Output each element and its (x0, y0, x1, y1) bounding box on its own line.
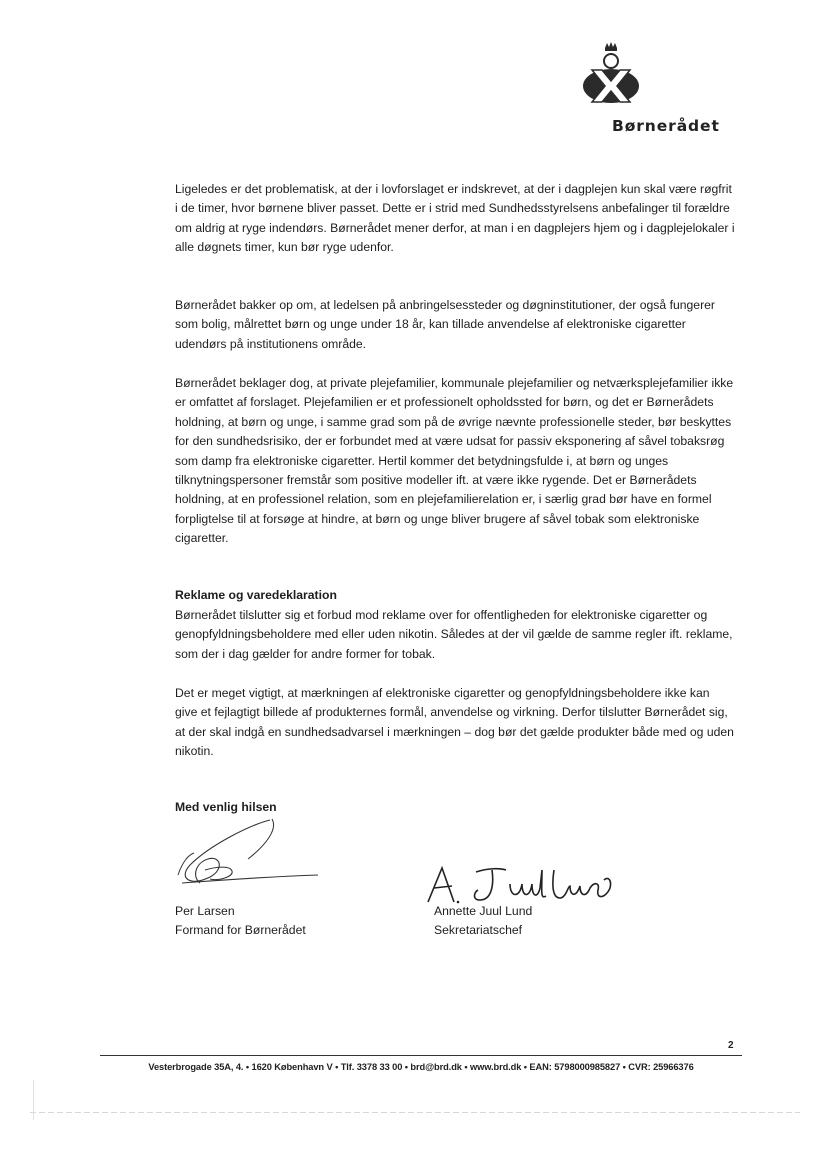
signer-name: Annette Juul Lund (434, 904, 533, 918)
paragraph-maerkning: Det er meget vigtigt, at mærkningen af elektroniske cigaretter og genopfyldningsbeholdere ikke kan give et fejlagtigt billede af produkternes formål, anvendelse og virkning. Derfor tilslutter Børnerådet sig, at der skal indgå en sundhedsadvarsel i mærkningen – dog bør det gælde produkter både med og uden nikotin. (175, 686, 734, 759)
page-number: 2 (728, 1040, 734, 1051)
paragraph-institutioner: Børnerådet bakker op om, at ledelsen på anbringelsessteder og døgninstitutioner, der også fungerer som bolig, målrettet børn og unge under 18 år, kan tillade anvendelse af elektroniske cigaretter udendørs på institutionens område. (175, 298, 715, 351)
signer-title: Formand for Børnerådet (175, 923, 306, 938)
paragraph-plejefamilier: Børnerådet beklager dog, at private plejefamilier, kommunale plejefamilier og netværksplejefamilier ikke er omfattet af forslaget. Plejefamilien er et professionelt opholdssted for børn, og det er Børnerådets holdning, at børn og unge, i samme grad som på de øvrige nævnte professionelle steder, bør beskyttes for den sundhedsrisiko, der er forbundet med at være udsat for passiv eksponering af såvel tobaksrøg som damp fra elektroniske cigaretter. Hertil kommer det betydningsfulde i, at børn og unges tilknytningspersoner fremstår som positive modeller ift. at være ikke rygende. Det er Børnerådets holdning, at en professionel relation, som en plejefamilierelation er, i særlig grad bør have en formel forpligtelse til at forsøge at hindre, at børn og unge bliver brugere af såvel tobak som elektroniske cigaretter. (175, 376, 734, 546)
paragraph-dagpleje: Ligeledes er det problematisk, at der i lovforslaget er indskrevet, at der i dagplejen kun skal være røgfrit i de timer, hvor børnene bliver passet. Dette er i strid med Sundhedsstyrelsens anbefalinger til forældre om aldrig at ryge indendørs. Børnerådet mener derfor, at man i en dagplejers hjem og i dagplejelokaler i alle døgnets timer, kun bør ryge udenfor. (175, 182, 735, 255)
scan-artifact-line (30, 1112, 800, 1113)
signer-title: Sekretariatschef (434, 923, 523, 938)
signer-block-annette-juul-lund (434, 902, 532, 941)
signature-per-larsen (170, 815, 330, 895)
scan-artifact-edge (33, 1080, 34, 1120)
crown-x-emblem-icon (580, 42, 642, 108)
paragraph-reklame: Børnerådet tilslutter sig et forbud mod reklame over for offentligheden for elektroniske cigaretter og genopfyldningsbeholdere med eller uden nikotin. Således at der vil gælde de samme regler ift. reklame, som der i dag gælder for andre former for tobak. (175, 608, 733, 661)
signer-name: Per Larsen (175, 904, 235, 918)
closing-greeting: Med venlig hilsen (175, 800, 277, 814)
section-heading-reklame: Reklame og varedeklaration (175, 588, 337, 602)
footer-divider (100, 1055, 742, 1056)
footer-contact-info: Vesterbrogade 35A, 4. • 1620 København V • Tlf. 3378 33 00 • brd@brd.dk • www.brd.dk • EAN: 5798000985827 • CVR: 25966376 (148, 1062, 694, 1072)
signer-block-per-larsen (175, 902, 306, 941)
brand-name: Børnerådet (612, 117, 720, 135)
